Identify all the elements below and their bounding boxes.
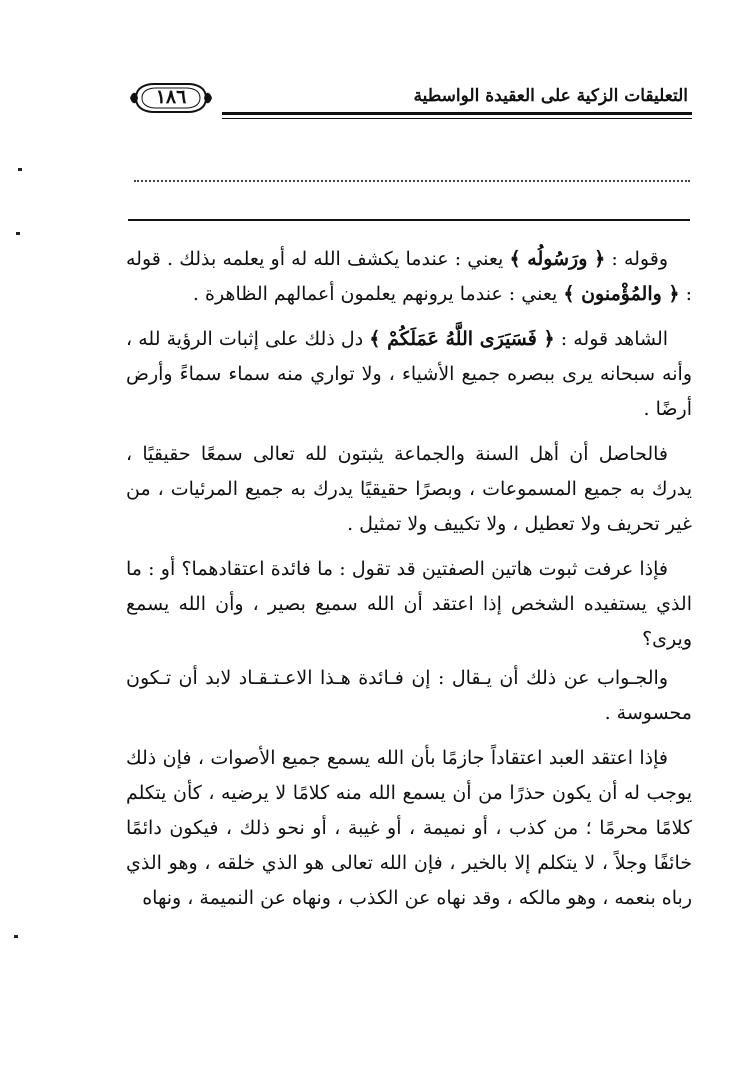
- page-number-badge: [128, 80, 214, 116]
- page-header: [128, 76, 692, 124]
- body-text: [126, 242, 692, 926]
- margin-mark: [14, 935, 18, 938]
- paragraph-text: فالحاصل أن أهل السنة والجماعة يثبتون لله تعالى سمعًا حقيقيًا ، يدرك به جميع المسموعات ، وبصرًا حقيقيًا يدرك به جميع المرئيات ، من غير تحريف ولا تعطيل ، ولا تكييف ولا تمثيل .: [126, 443, 692, 535]
- section-rule: [128, 219, 690, 221]
- header-rule: [222, 112, 692, 115]
- margin-mark: [18, 168, 22, 171]
- paragraph-text: يعني : عندما يكشف الله له أو يعلمه بذلك . قوله :: [126, 248, 692, 305]
- paragraph: [126, 242, 692, 312]
- paragraph-text: والجـواب عن ذلك أن يـقال : إن فـائدة هـذا الاعـتـقـاد لابد أن تـكون محسوسة .: [126, 667, 692, 724]
- paragraph: [126, 741, 692, 916]
- margin-mark: [16, 232, 20, 235]
- page-number: ١٨٦: [155, 86, 187, 108]
- paragraph-text: يعني : عندما يرونهم يعلمون أعمالهم الظاهرة .: [192, 283, 564, 305]
- paragraph-text: وقوله :: [605, 248, 668, 270]
- quran-verse: ﴿ والمُؤْمنون ﴾: [563, 283, 680, 305]
- paragraph-text: الشاهد قوله :: [554, 328, 669, 350]
- running-header-title: التعليقات الزكية على العقيدة الواسطية: [413, 86, 688, 106]
- quran-verse: ﴿ ورَسُولُه ﴾: [509, 248, 606, 270]
- header-rule-thin: [222, 118, 692, 119]
- paragraph: [126, 552, 692, 657]
- paragraph: [126, 437, 692, 542]
- paragraph-text: دل ذلك على إثبات الرؤية لله ، وأنه سبحانه يرى ببصره جميع الأشياء ، ولا تواري منه سماء سماءً وأرض أرضًا .: [126, 328, 692, 420]
- paragraph-text: فإذا اعتقد العبد اعتقاداً جازمًا بأن الله يسمع جميع الأصوات ، فإن ذلك يوجب له أن يكون حذرًا من أن يسمع الله منه كلامًا لا يرضيه ، كأن يتكلم كلامًا محرمًا ؛ من كذب ، أو نميمة ، أو غيبة ، أو نحو ذلك ، فيكون دائمًا خائفًا وجلاً ، لا يتكلم إلا بالخير ، فإن الله تعالى هو الذي خلقه ، وهو الذي رباه بنعمه ، وهو مالكه ، وقد نهاه عن الكذب ، ونهاه عن النميمة ، ونهاه: [126, 747, 692, 909]
- dotted-separator: [134, 180, 690, 182]
- paragraph: [126, 322, 692, 427]
- quran-verse: ﴿ فَسَيَرَى اللَّهُ عَمَلَكُمْ ﴾: [369, 328, 555, 350]
- paragraph: [126, 661, 692, 731]
- paragraph-text: فإذا عرفت ثبوت هاتين الصفتين قد تقول : ما فائدة اعتقادهما؟ أو : ما الذي يستفيده الشخص إذا اعتقد أن الله سميع بصير ، وأن الله يسمع ويرى؟: [126, 558, 692, 650]
